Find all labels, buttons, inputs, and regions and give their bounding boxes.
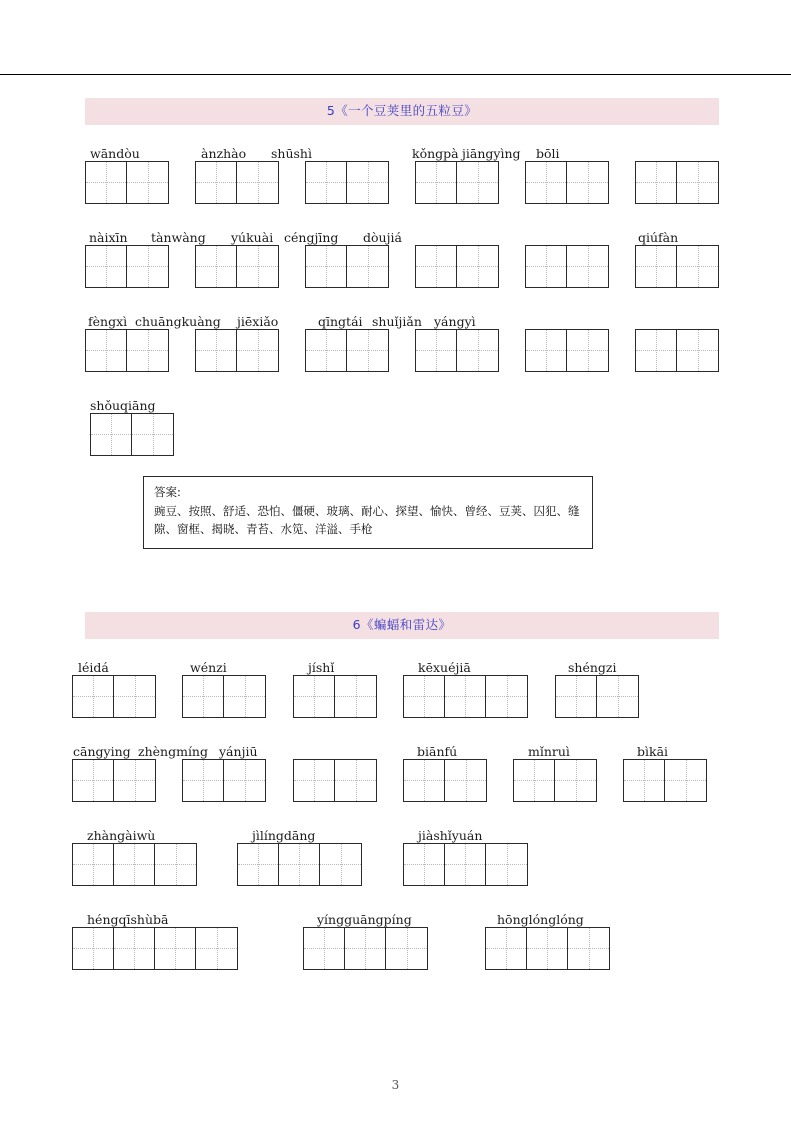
grid-cell[interactable] — [386, 928, 427, 969]
pinyin-label: shuǐjiǎn — [372, 313, 422, 329]
grid-cell[interactable] — [526, 246, 567, 287]
character-grid[interactable] — [90, 413, 174, 456]
grid-cell[interactable] — [86, 162, 127, 203]
grid-cell[interactable] — [404, 760, 445, 801]
grid-line — [85, 843, 719, 887]
pinyin-label: tànwàng — [151, 229, 206, 245]
pinyin-line — [85, 223, 719, 245]
grid-cell[interactable] — [416, 330, 457, 371]
grid-cell[interactable] — [155, 844, 196, 885]
pinyin-label: bìkāi — [637, 743, 669, 759]
character-grid[interactable] — [72, 675, 156, 718]
pinyin-line — [85, 139, 719, 161]
pinyin-line — [73, 737, 719, 759]
character-grid[interactable] — [293, 675, 377, 718]
exercise-row — [85, 821, 719, 887]
grid-cell[interactable] — [127, 246, 168, 287]
pinyin-label: yánjiū — [219, 743, 258, 759]
pinyin-line — [85, 391, 719, 413]
pinyin-label: jiāngyìng — [462, 145, 521, 161]
grid-cell[interactable] — [279, 844, 320, 885]
pinyin-label: wénzi — [190, 659, 227, 675]
section-title-lesson-6: 6《蝙蝠和雷达》 — [85, 612, 719, 639]
pinyin-label: yíngguāngpíng — [317, 911, 412, 927]
grid-cell[interactable] — [486, 928, 527, 969]
grid-line — [85, 927, 719, 971]
grid-cell[interactable] — [416, 246, 457, 287]
grid-cell[interactable] — [155, 928, 196, 969]
pinyin-label: hōnglónglóng — [497, 911, 584, 927]
character-grid[interactable] — [403, 675, 528, 718]
grid-cell[interactable] — [335, 760, 376, 801]
grid-line — [85, 245, 719, 289]
grid-cell[interactable] — [457, 162, 498, 203]
grid-cell[interactable] — [404, 676, 445, 717]
pinyin-label: yúkuài — [231, 229, 274, 245]
pinyin-label: ànzhào — [201, 145, 247, 161]
grid-cell[interactable] — [526, 162, 567, 203]
character-grid[interactable] — [305, 329, 389, 372]
exercise-row — [85, 905, 719, 971]
pinyin-line — [85, 821, 719, 843]
worksheet-content — [73, 98, 719, 971]
pinyin-line — [85, 307, 719, 329]
grid-cell[interactable] — [568, 928, 609, 969]
grid-cell[interactable] — [114, 760, 155, 801]
grid-cell[interactable] — [555, 760, 596, 801]
grid-cell[interactable] — [567, 246, 608, 287]
pinyin-label: qiúfàn — [638, 229, 679, 245]
grid-cell[interactable] — [73, 676, 114, 717]
grid-cell[interactable] — [304, 928, 345, 969]
grid-line — [85, 675, 719, 719]
pinyin-label: kēxuéjiā — [418, 659, 471, 675]
character-grid[interactable] — [182, 759, 266, 802]
character-grid[interactable] — [72, 843, 197, 886]
grid-cell[interactable] — [556, 676, 597, 717]
pinyin-label: jiēxiǎo — [237, 313, 279, 329]
character-grid[interactable] — [85, 245, 169, 288]
character-grid[interactable] — [525, 329, 609, 372]
character-grid[interactable] — [72, 759, 156, 802]
grid-cell[interactable] — [114, 676, 155, 717]
grid-line — [85, 161, 719, 205]
character-grid[interactable] — [72, 927, 238, 970]
character-grid[interactable] — [305, 245, 389, 288]
character-grid[interactable] — [415, 245, 499, 288]
grid-cell[interactable] — [624, 760, 665, 801]
pinyin-label: céngjīng — [284, 229, 339, 245]
grid-cell[interactable] — [514, 760, 555, 801]
character-grid[interactable] — [237, 843, 362, 886]
grid-cell[interactable] — [457, 330, 498, 371]
pinyin-label: jìlíngdāng — [252, 827, 316, 843]
character-grid[interactable] — [195, 245, 279, 288]
character-grid[interactable] — [485, 927, 610, 970]
pinyin-label: biānfú — [417, 743, 458, 759]
grid-cell[interactable] — [486, 676, 527, 717]
grid-cell[interactable] — [237, 330, 278, 371]
pinyin-label: shūshì — [271, 145, 312, 161]
grid-cell[interactable] — [114, 928, 155, 969]
exercise-row — [85, 391, 719, 457]
section-lesson-6 — [73, 612, 719, 971]
pinyin-label: chuāngkuàng — [135, 313, 221, 329]
grid-cell[interactable] — [73, 928, 114, 969]
character-grid[interactable] — [415, 329, 499, 372]
header-rule — [0, 74, 791, 75]
pinyin-label: bōli — [536, 145, 560, 161]
grid-cell[interactable] — [677, 162, 718, 203]
grid-cell[interactable] — [347, 162, 388, 203]
character-grid[interactable] — [635, 245, 719, 288]
character-grid[interactable] — [293, 759, 377, 802]
exercise-row — [78, 653, 719, 719]
grid-cell[interactable] — [335, 676, 376, 717]
grid-cell[interactable] — [345, 928, 386, 969]
pinyin-label: nàixīn — [89, 229, 128, 245]
grid-cell[interactable] — [404, 844, 445, 885]
grid-cell[interactable] — [127, 162, 168, 203]
grid-cell[interactable] — [183, 676, 224, 717]
character-grid[interactable] — [513, 759, 597, 802]
character-grid[interactable] — [623, 759, 707, 802]
grid-cell[interactable] — [196, 928, 237, 969]
character-grid[interactable] — [403, 843, 528, 886]
pinyin-label: jiàshǐyuán — [418, 827, 483, 843]
page-number: 3 — [391, 1078, 400, 1092]
character-grid[interactable] — [305, 161, 389, 204]
grid-cell[interactable] — [567, 162, 608, 203]
grid-cell[interactable] — [127, 330, 168, 371]
exercise-row — [85, 223, 719, 289]
grid-cell[interactable] — [636, 246, 677, 287]
grid-cell[interactable] — [114, 844, 155, 885]
grid-cell[interactable] — [237, 246, 278, 287]
pinyin-label: zhàngàiwù — [87, 827, 156, 843]
character-grid[interactable] — [525, 161, 609, 204]
character-grid[interactable] — [85, 329, 169, 372]
pinyin-label: léidá — [78, 659, 109, 675]
grid-cell[interactable] — [132, 414, 173, 455]
character-grid[interactable] — [635, 329, 719, 372]
pinyin-label: qīngtái — [318, 313, 363, 329]
grid-line — [85, 413, 719, 457]
pinyin-label: wāndòu — [90, 145, 140, 161]
grid-cell[interactable] — [597, 676, 638, 717]
character-grid[interactable] — [195, 161, 279, 204]
pinyin-label: shéngzi — [568, 659, 617, 675]
grid-cell[interactable] — [306, 246, 347, 287]
character-grid[interactable] — [403, 759, 487, 802]
grid-cell[interactable] — [294, 676, 335, 717]
grid-cell[interactable] — [636, 162, 677, 203]
exercise-row — [85, 307, 719, 373]
character-grid[interactable] — [555, 675, 639, 718]
pinyin-label: dòujiá — [363, 229, 402, 245]
grid-cell[interactable] — [196, 162, 237, 203]
grid-line — [85, 759, 719, 803]
grid-cell[interactable] — [86, 330, 127, 371]
character-grid[interactable] — [182, 675, 266, 718]
pinyin-label: cāngying — [73, 743, 131, 759]
character-grid[interactable] — [525, 245, 609, 288]
pinyin-label: fèngxì — [88, 313, 128, 329]
grid-cell[interactable] — [665, 760, 706, 801]
pinyin-line — [78, 653, 719, 675]
grid-cell[interactable] — [567, 330, 608, 371]
grid-cell[interactable] — [73, 760, 114, 801]
grid-cell[interactable] — [183, 760, 224, 801]
pinyin-label: kǒngpà — [412, 145, 459, 161]
grid-cell[interactable] — [677, 246, 718, 287]
pinyin-label: zhèngmíng — [138, 743, 208, 759]
exercise-row — [73, 737, 719, 803]
grid-cell[interactable] — [486, 844, 527, 885]
grid-cell[interactable] — [526, 330, 567, 371]
pinyin-label: jíshǐ — [308, 659, 335, 675]
answer-label: 答案: — [154, 485, 181, 499]
grid-cell[interactable] — [445, 760, 486, 801]
pinyin-line — [85, 905, 719, 927]
grid-cell[interactable] — [636, 330, 677, 371]
grid-cell[interactable] — [320, 844, 361, 885]
grid-cell[interactable] — [445, 676, 486, 717]
grid-cell[interactable] — [416, 162, 457, 203]
grid-cell[interactable] — [237, 162, 278, 203]
character-grid[interactable] — [195, 329, 279, 372]
answer-text: 豌豆、按照、舒适、恐怕、僵硬、玻璃、耐心、探望、愉快、曾经、豆荚、囚犯、缝隙、窗框、揭晓、青苔、水笕、洋溢、手枪 — [154, 503, 580, 537]
answer-box — [143, 476, 593, 549]
grid-cell[interactable] — [73, 844, 114, 885]
grid-cell[interactable] — [196, 330, 237, 371]
grid-cell[interactable] — [224, 676, 265, 717]
grid-cell[interactable] — [86, 246, 127, 287]
grid-cell[interactable] — [224, 760, 265, 801]
character-grid[interactable] — [85, 161, 169, 204]
grid-cell[interactable] — [306, 162, 347, 203]
grid-cell[interactable] — [91, 414, 132, 455]
pinyin-label: yángyì — [434, 313, 476, 329]
pinyin-label: héngqīshùbā — [87, 911, 169, 927]
pinyin-label: shǒuqiāng — [90, 397, 156, 413]
grid-cell[interactable] — [347, 246, 388, 287]
grid-cell[interactable] — [306, 330, 347, 371]
grid-cell[interactable] — [238, 844, 279, 885]
grid-cell[interactable] — [527, 928, 568, 969]
grid-cell[interactable] — [457, 246, 498, 287]
section-title-lesson-5: 5《一个豆荚里的五粒豆》 — [85, 98, 719, 125]
character-grid[interactable] — [415, 161, 499, 204]
section-lesson-5 — [85, 98, 719, 537]
grid-cell[interactable] — [677, 330, 718, 371]
grid-line — [85, 329, 719, 373]
grid-cell[interactable] — [294, 760, 335, 801]
character-grid[interactable] — [303, 927, 428, 970]
grid-cell[interactable] — [445, 844, 486, 885]
pinyin-label: mǐnruì — [528, 743, 570, 759]
exercise-row — [85, 139, 719, 205]
grid-cell[interactable] — [347, 330, 388, 371]
character-grid[interactable] — [635, 161, 719, 204]
grid-cell[interactable] — [196, 246, 237, 287]
